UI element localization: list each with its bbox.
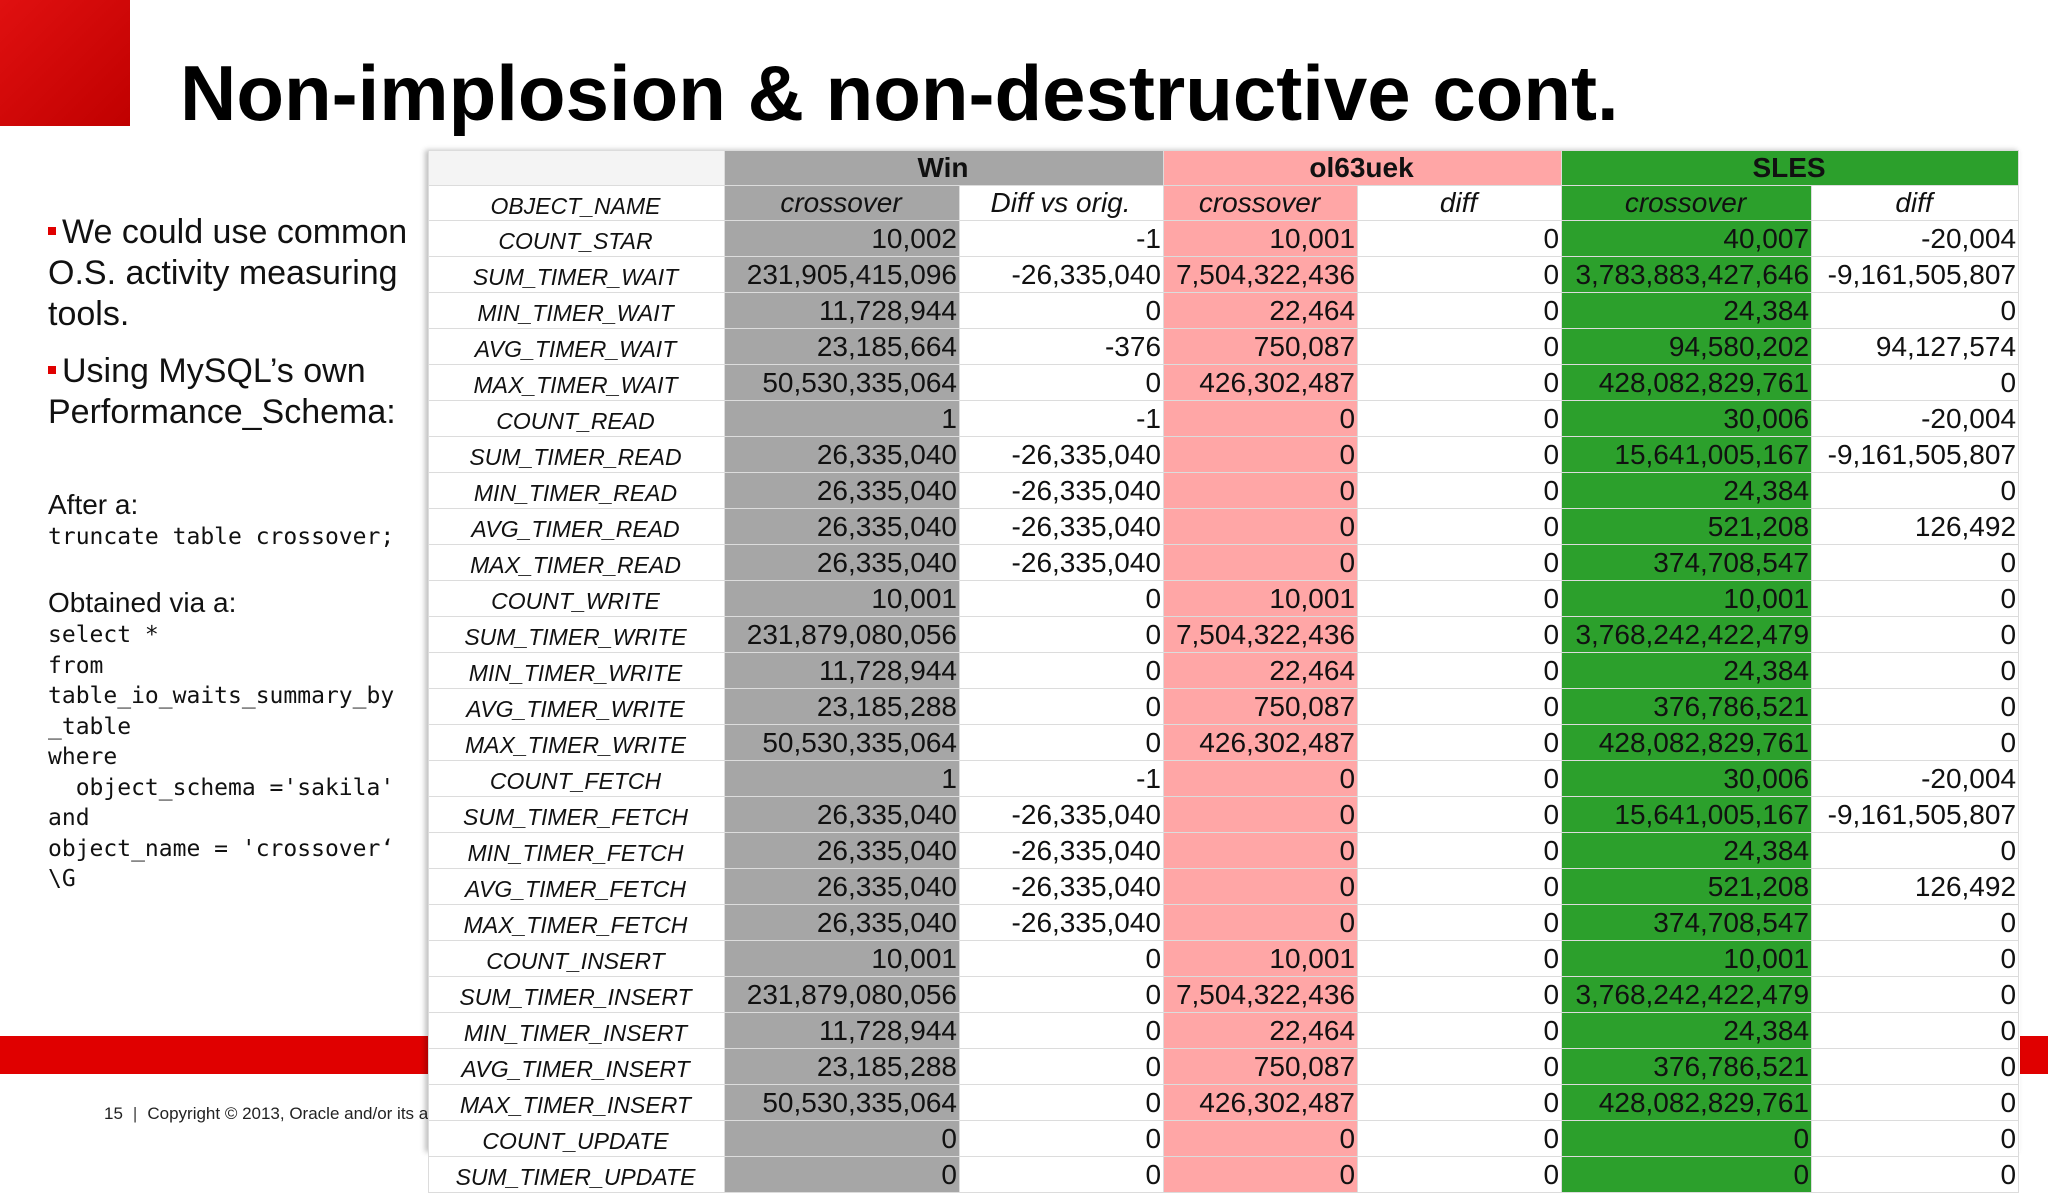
- metric-name-cell: AVG_TIMER_WAIT: [429, 329, 725, 365]
- table-body: [429, 221, 2019, 1193]
- value-cell: 0: [1358, 761, 1562, 797]
- value-cell: -26,335,040: [960, 545, 1164, 581]
- value-cell: 7,504,322,436: [1164, 977, 1358, 1013]
- value-cell: 23,185,288: [725, 689, 960, 725]
- table-row: [429, 905, 2019, 941]
- value-cell: 0: [1164, 401, 1358, 437]
- value-cell: 50,530,335,064: [725, 725, 960, 761]
- value-cell: -9,161,505,807: [1812, 257, 2019, 293]
- metric-name-cell: MAX_TIMER_WAIT: [429, 365, 725, 401]
- value-cell: 50,530,335,064: [725, 365, 960, 401]
- value-cell: 0: [960, 725, 1164, 761]
- value-cell: 750,087: [1164, 689, 1358, 725]
- value-cell: 0: [1358, 437, 1562, 473]
- value-cell: 10,001: [1562, 581, 1812, 617]
- value-cell: 0: [1164, 545, 1358, 581]
- value-cell: 426,302,487: [1164, 725, 1358, 761]
- value-cell: 24,384: [1562, 1013, 1812, 1049]
- value-cell: 0: [1812, 689, 2019, 725]
- table-row: [429, 545, 2019, 581]
- value-cell: 0: [1358, 617, 1562, 653]
- value-cell: 94,127,574: [1812, 329, 2019, 365]
- value-cell: 0: [1358, 257, 1562, 293]
- column-header: crossover: [1164, 186, 1358, 221]
- metric-name-cell: SUM_TIMER_INSERT: [429, 977, 725, 1013]
- value-cell: 23,185,288: [725, 1049, 960, 1085]
- value-cell: -26,335,040: [960, 833, 1164, 869]
- value-cell: 0: [725, 1121, 960, 1157]
- table-row: [429, 257, 2019, 293]
- value-cell: 0: [1358, 509, 1562, 545]
- table-row: [429, 1157, 2019, 1193]
- group-header-blank: [429, 151, 725, 186]
- value-cell: 50,530,335,064: [725, 1085, 960, 1121]
- table-row: [429, 797, 2019, 833]
- value-cell: 0: [960, 1085, 1164, 1121]
- sub-header-row: [429, 186, 2019, 221]
- value-cell: 26,335,040: [725, 905, 960, 941]
- value-cell: 30,006: [1562, 761, 1812, 797]
- value-cell: 0: [1562, 1121, 1812, 1157]
- value-cell: 0: [1164, 761, 1358, 797]
- value-cell: 0: [1358, 689, 1562, 725]
- value-cell: 15,641,005,167: [1562, 437, 1812, 473]
- value-cell: 3,783,883,427,646: [1562, 257, 1812, 293]
- value-cell: -9,161,505,807: [1812, 797, 2019, 833]
- value-cell: 0: [1164, 509, 1358, 545]
- obtained-note: [48, 586, 428, 895]
- value-cell: 7,504,322,436: [1164, 257, 1358, 293]
- value-cell: 0: [1358, 1049, 1562, 1085]
- value-cell: 11,728,944: [725, 1013, 960, 1049]
- metric-name-cell: AVG_TIMER_INSERT: [429, 1049, 725, 1085]
- metric-name-cell: MIN_TIMER_FETCH: [429, 833, 725, 869]
- value-cell: 0: [960, 293, 1164, 329]
- value-cell: 24,384: [1562, 653, 1812, 689]
- value-cell: 0: [1812, 1049, 2019, 1085]
- value-cell: 0: [1812, 941, 2019, 977]
- value-cell: 376,786,521: [1562, 689, 1812, 725]
- metric-name-cell: COUNT_FETCH: [429, 761, 725, 797]
- value-cell: 22,464: [1164, 653, 1358, 689]
- value-cell: 0: [960, 617, 1164, 653]
- value-cell: 231,905,415,096: [725, 257, 960, 293]
- value-cell: 40,007: [1562, 221, 1812, 257]
- metric-name-cell: SUM_TIMER_WRITE: [429, 617, 725, 653]
- value-cell: 0: [960, 1049, 1164, 1085]
- value-cell: 428,082,829,761: [1562, 725, 1812, 761]
- value-cell: 22,464: [1164, 293, 1358, 329]
- value-cell: 0: [960, 653, 1164, 689]
- value-cell: 374,708,547: [1562, 905, 1812, 941]
- value-cell: -26,335,040: [960, 257, 1164, 293]
- value-cell: 0: [1164, 437, 1358, 473]
- value-cell: 1: [725, 401, 960, 437]
- value-cell: 0: [1812, 365, 2019, 401]
- metric-name-cell: MAX_TIMER_FETCH: [429, 905, 725, 941]
- value-cell: 0: [1164, 833, 1358, 869]
- value-cell: 750,087: [1164, 329, 1358, 365]
- table-row: [429, 581, 2019, 617]
- table-row: [429, 653, 2019, 689]
- group-header-win: Win: [725, 151, 1164, 186]
- value-cell: 0: [1358, 869, 1562, 905]
- table-row: [429, 869, 2019, 905]
- value-cell: 0: [1358, 1157, 1562, 1193]
- value-cell: 374,708,547: [1562, 545, 1812, 581]
- value-cell: 0: [1812, 581, 2019, 617]
- value-cell: 0: [1358, 833, 1562, 869]
- footer: [104, 1104, 428, 1124]
- value-cell: 0: [1358, 581, 1562, 617]
- value-cell: 0: [1358, 545, 1562, 581]
- value-cell: 0: [1812, 1013, 2019, 1049]
- value-cell: 0: [1562, 1157, 1812, 1193]
- value-cell: -26,335,040: [960, 905, 1164, 941]
- metric-name-cell: COUNT_STAR: [429, 221, 725, 257]
- page-number: 15: [104, 1104, 123, 1123]
- value-cell: 0: [1812, 473, 2019, 509]
- value-cell: 26,335,040: [725, 437, 960, 473]
- value-cell: 0: [1164, 1121, 1358, 1157]
- metric-name-cell: SUM_TIMER_FETCH: [429, 797, 725, 833]
- bullet-text: Using MySQL’s own Performance_Schema:: [48, 352, 396, 431]
- value-cell: -26,335,040: [960, 797, 1164, 833]
- table-row: [429, 293, 2019, 329]
- value-cell: 521,208: [1562, 869, 1812, 905]
- bullet-text: We could use common O.S. activity measuring tools.: [48, 213, 408, 333]
- slide-title: Non-implosion & non-destructive cont.: [180, 49, 1619, 137]
- value-cell: 0: [1164, 797, 1358, 833]
- value-cell: 0: [960, 977, 1164, 1013]
- value-cell: 22,464: [1164, 1013, 1358, 1049]
- column-header: diff: [1812, 186, 2019, 221]
- bullet-square-icon: [48, 227, 56, 235]
- value-cell: 231,879,080,056: [725, 977, 960, 1013]
- value-cell: 0: [1164, 473, 1358, 509]
- table-row: [429, 1121, 2019, 1157]
- table-row: [429, 1013, 2019, 1049]
- value-cell: 10,001: [1562, 941, 1812, 977]
- value-cell: 0: [1358, 797, 1562, 833]
- copyright-text: Copyright © 2013, Oracle and/or its a: [147, 1104, 429, 1123]
- value-cell: 26,335,040: [725, 797, 960, 833]
- value-cell: 26,335,040: [725, 833, 960, 869]
- value-cell: 23,185,664: [725, 329, 960, 365]
- metric-name-cell: COUNT_READ: [429, 401, 725, 437]
- table-row: [429, 473, 2019, 509]
- column-header: OBJECT_NAME: [429, 186, 725, 221]
- value-cell: -26,335,040: [960, 473, 1164, 509]
- value-cell: 24,384: [1562, 473, 1812, 509]
- value-cell: 24,384: [1562, 293, 1812, 329]
- value-cell: 11,728,944: [725, 293, 960, 329]
- value-cell: 0: [960, 365, 1164, 401]
- table-row: [429, 725, 2019, 761]
- metric-name-cell: MAX_TIMER_INSERT: [429, 1085, 725, 1121]
- value-cell: 0: [1358, 329, 1562, 365]
- value-cell: 0: [1358, 1121, 1562, 1157]
- value-cell: 0: [1812, 977, 2019, 1013]
- value-cell: 0: [1358, 473, 1562, 509]
- oracle-red-logo-block: [0, 0, 130, 126]
- table-row: [429, 437, 2019, 473]
- value-cell: 10,001: [725, 941, 960, 977]
- value-cell: 0: [960, 941, 1164, 977]
- value-cell: 0: [1812, 617, 2019, 653]
- value-cell: 26,335,040: [725, 545, 960, 581]
- obtained-label: Obtained via a:: [48, 587, 237, 618]
- value-cell: 0: [1812, 1157, 2019, 1193]
- value-cell: 0: [1812, 653, 2019, 689]
- value-cell: 0: [1358, 1085, 1562, 1121]
- group-header-sles: SLES: [1562, 151, 2019, 186]
- value-cell: 11,728,944: [725, 653, 960, 689]
- value-cell: 750,087: [1164, 1049, 1358, 1085]
- value-cell: 7,504,322,436: [1164, 617, 1358, 653]
- metric-name-cell: COUNT_WRITE: [429, 581, 725, 617]
- metric-name-cell: MIN_TIMER_WRITE: [429, 653, 725, 689]
- metric-name-cell: AVG_TIMER_FETCH: [429, 869, 725, 905]
- column-header: Diff vs orig.: [960, 186, 1164, 221]
- metric-name-cell: MIN_TIMER_WAIT: [429, 293, 725, 329]
- metric-name-cell: MIN_TIMER_READ: [429, 473, 725, 509]
- value-cell: 0: [1358, 293, 1562, 329]
- bullet-square-icon: [48, 366, 56, 374]
- value-cell: 24,384: [1562, 833, 1812, 869]
- value-cell: 3,768,242,422,479: [1562, 977, 1812, 1013]
- value-cell: 0: [960, 581, 1164, 617]
- group-header-ol63uek: ol63uek: [1164, 151, 1562, 186]
- value-cell: 0: [1812, 293, 2019, 329]
- value-cell: 0: [960, 1121, 1164, 1157]
- value-cell: 10,001: [1164, 221, 1358, 257]
- metric-name-cell: COUNT_INSERT: [429, 941, 725, 977]
- value-cell: 0: [1164, 905, 1358, 941]
- table-row: [429, 509, 2019, 545]
- after-code: truncate table crossover;: [48, 524, 395, 550]
- value-cell: -1: [960, 401, 1164, 437]
- table-row: [429, 221, 2019, 257]
- results-table-panel: [428, 150, 2020, 1190]
- value-cell: 428,082,829,761: [1562, 1085, 1812, 1121]
- after-note: [48, 488, 428, 553]
- value-cell: 426,302,487: [1164, 1085, 1358, 1121]
- value-cell: -20,004: [1812, 401, 2019, 437]
- metric-name-cell: MIN_TIMER_INSERT: [429, 1013, 725, 1049]
- metric-name-cell: COUNT_UPDATE: [429, 1121, 725, 1157]
- value-cell: -9,161,505,807: [1812, 437, 2019, 473]
- value-cell: -376: [960, 329, 1164, 365]
- value-cell: 26,335,040: [725, 869, 960, 905]
- value-cell: 376,786,521: [1562, 1049, 1812, 1085]
- value-cell: 26,335,040: [725, 473, 960, 509]
- value-cell: -20,004: [1812, 221, 2019, 257]
- value-cell: 3,768,242,422,479: [1562, 617, 1812, 653]
- value-cell: 0: [960, 689, 1164, 725]
- table-row: [429, 977, 2019, 1013]
- value-cell: 0: [1358, 941, 1562, 977]
- value-cell: 1: [725, 761, 960, 797]
- value-cell: 30,006: [1562, 401, 1812, 437]
- table-row: [429, 329, 2019, 365]
- table-row: [429, 689, 2019, 725]
- value-cell: 0: [1812, 833, 2019, 869]
- column-header: diff: [1358, 186, 1562, 221]
- metric-name-cell: SUM_TIMER_WAIT: [429, 257, 725, 293]
- value-cell: 521,208: [1562, 509, 1812, 545]
- value-cell: -20,004: [1812, 761, 2019, 797]
- group-header-row: [429, 151, 2019, 186]
- table-row: [429, 365, 2019, 401]
- value-cell: -26,335,040: [960, 437, 1164, 473]
- value-cell: 0: [1358, 221, 1562, 257]
- value-cell: 0: [1358, 401, 1562, 437]
- metric-name-cell: AVG_TIMER_WRITE: [429, 689, 725, 725]
- results-table: [428, 150, 2019, 1193]
- after-label: After a:: [48, 489, 139, 520]
- metric-name-cell: SUM_TIMER_READ: [429, 437, 725, 473]
- value-cell: 0: [1812, 905, 2019, 941]
- value-cell: 0: [1812, 1121, 2019, 1157]
- metric-name-cell: AVG_TIMER_READ: [429, 509, 725, 545]
- value-cell: 0: [1358, 905, 1562, 941]
- value-cell: -1: [960, 761, 1164, 797]
- value-cell: 0: [1164, 1157, 1358, 1193]
- value-cell: 10,001: [1164, 941, 1358, 977]
- value-cell: -26,335,040: [960, 869, 1164, 905]
- table-row: [429, 617, 2019, 653]
- value-cell: 10,002: [725, 221, 960, 257]
- table-row: [429, 761, 2019, 797]
- value-cell: 0: [960, 1013, 1164, 1049]
- value-cell: -26,335,040: [960, 509, 1164, 545]
- column-header: crossover: [1562, 186, 1812, 221]
- value-cell: 0: [1358, 725, 1562, 761]
- value-cell: 0: [1358, 365, 1562, 401]
- bullet-item: [48, 351, 428, 433]
- value-cell: 0: [1358, 1013, 1562, 1049]
- value-cell: 0: [725, 1157, 960, 1193]
- metric-name-cell: MAX_TIMER_WRITE: [429, 725, 725, 761]
- value-cell: 426,302,487: [1164, 365, 1358, 401]
- value-cell: 0: [1812, 1085, 2019, 1121]
- value-cell: 10,001: [1164, 581, 1358, 617]
- value-cell: 0: [960, 1157, 1164, 1193]
- table-row: [429, 401, 2019, 437]
- value-cell: 26,335,040: [725, 509, 960, 545]
- metric-name-cell: MAX_TIMER_READ: [429, 545, 725, 581]
- table-row: [429, 941, 2019, 977]
- value-cell: 428,082,829,761: [1562, 365, 1812, 401]
- value-cell: 0: [1358, 977, 1562, 1013]
- table-row: [429, 1049, 2019, 1085]
- value-cell: 94,580,202: [1562, 329, 1812, 365]
- value-cell: 231,879,080,056: [725, 617, 960, 653]
- value-cell: 0: [1164, 869, 1358, 905]
- value-cell: 15,641,005,167: [1562, 797, 1812, 833]
- metric-name-cell: SUM_TIMER_UPDATE: [429, 1157, 725, 1193]
- table-row: [429, 833, 2019, 869]
- table-row: [429, 1085, 2019, 1121]
- value-cell: 0: [1358, 653, 1562, 689]
- value-cell: -1: [960, 221, 1164, 257]
- column-header: crossover: [725, 186, 960, 221]
- bullet-item: [48, 212, 428, 335]
- value-cell: 0: [1812, 725, 2019, 761]
- value-cell: 10,001: [725, 581, 960, 617]
- footer-separator: |: [132, 1104, 138, 1123]
- value-cell: 126,492: [1812, 509, 2019, 545]
- value-cell: 0: [1812, 545, 2019, 581]
- obtained-code: select * from table_io_waits_summary_by _table where object_schema ='sakila' and object_name = 'crossover‘ \G: [48, 622, 395, 892]
- value-cell: 126,492: [1812, 869, 2019, 905]
- bullet-list: [48, 212, 428, 449]
